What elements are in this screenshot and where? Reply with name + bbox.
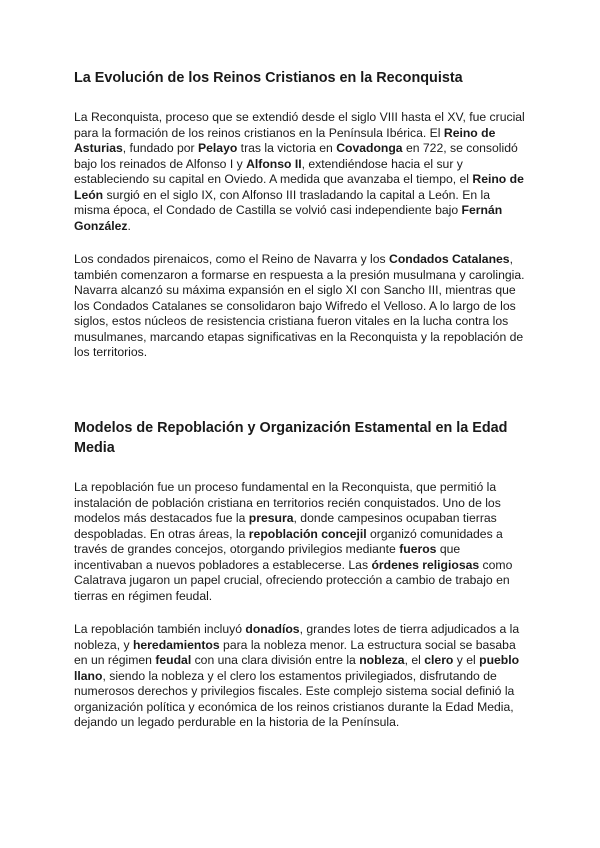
text-run: y el — [453, 653, 480, 667]
bold-term: presura — [248, 511, 294, 525]
bold-term: Fernán González — [74, 203, 503, 233]
text-run: Los condados pirenaicos, como el Reino de Navarra y los — [74, 252, 390, 266]
text-run: como Calatrava jugaron un papel crucial, ofreciendo protección a cambio de trabajo en tierras en régimen feudal. — [74, 557, 513, 603]
bold-term: donadíos — [245, 622, 300, 636]
paragraph — [74, 110, 526, 234]
text-run: La repoblación también incluyó — [74, 622, 246, 636]
bold-term: Pelayo — [198, 141, 238, 155]
text-run: que incentivaban a nuevos pobladores a establecerse. Las — [74, 542, 461, 572]
text-run: con una clara división entre la — [191, 653, 360, 667]
text-run: , siendo la nobleza y el clero los estamentos privilegiados, disfrutando de numerosos derechos y privilegios fiscales. Este complejo sistema social definió la organización política y económica de los reinos cristianos durante la Edad Media, dejando un legado perdurable en la historia de la Península. — [74, 668, 515, 729]
text-run: . — [127, 218, 131, 233]
bold-term: Alfonso II — [246, 156, 302, 171]
text-run: , también comenzaron a formarse en respuesta a la presión musulmana y carolingia. Navarra alcanzó su máxima expansión en el siglo XI con Sancho III, mientras que los Condados Catalanes se consolidaron bajo Wifredo el Velloso. A lo largo de los siglos, estos núcleos de resistencia cristiana fueron vitales en la lucha contra los musulmanes, marcando etapas significativas en la Reconquista y la repoblación de los territorios. — [74, 252, 525, 359]
text-run: La repoblación fue un proceso fundamental en la Reconquista, que permitió la instalación de población cristiana en territorios recién conquistados. Uno de los modelos más destacados fue la — [74, 480, 501, 525]
bold-term: Covadonga — [336, 141, 403, 155]
section-modelos-repoblacion — [74, 418, 526, 749]
bold-term: heredamientos — [132, 637, 220, 652]
bold-term: pueblo llano — [74, 653, 520, 683]
bold-term: Reino de León — [74, 172, 524, 202]
section-title: Modelos de Repoblación y Organización Estamental en la Edad Media — [74, 420, 508, 456]
text-run: en 722, se consolidó bajo los reinados de Alfonso I y — [74, 141, 518, 171]
text-run: tras la victoria en — [237, 141, 337, 155]
paragraph — [74, 252, 526, 361]
section-reinos-cristianos — [74, 68, 526, 379]
text-run: La Reconquista, proceso que se extendió desde el siglo VIII hasta el XV, fue crucial para la formación de los reinos cristianos en la Península Ibérica. El — [74, 110, 525, 140]
paragraph — [74, 622, 526, 731]
text-run: para la nobleza menor. La estructura social se basaba en un régimen — [74, 637, 516, 667]
bold-term: órdenes religiosas — [371, 557, 480, 572]
text-run: , extendiéndose hacia el sur y estableciendo su capital en Oviedo. A medida que avanzaba el tiempo, el — [74, 156, 473, 186]
text-run: surgió en el siglo IX, con Alfonso III trasladando la capital a León. En la misma época, el Condado de Castilla se volvió casi independiente bajo — [74, 187, 490, 217]
text-run: , grandes lotes de tierra adjudicados a la nobleza, y — [74, 622, 520, 652]
bold-term: feudal — [155, 653, 192, 667]
paragraph — [74, 480, 526, 604]
text-run: , el — [404, 653, 425, 667]
bold-term: Reino de Asturias — [74, 125, 496, 155]
bold-term: clero — [424, 653, 454, 667]
section-title: La Evolución de los Reinos Cristianos en la Reconquista — [74, 70, 463, 86]
bold-term: repoblación concejil — [248, 526, 367, 541]
text-run: organizó comunidades a través de grandes concejos, otorgando privilegios mediante — [74, 526, 503, 556]
text-run: , donde campesinos ocupaban tierras despobladas. En otras áreas, la — [74, 511, 497, 541]
bold-term: nobleza — [359, 653, 405, 667]
text-run: , fundado por — [122, 141, 198, 155]
bold-term: Condados Catalanes — [389, 252, 510, 266]
bold-term: fueros — [399, 542, 437, 556]
